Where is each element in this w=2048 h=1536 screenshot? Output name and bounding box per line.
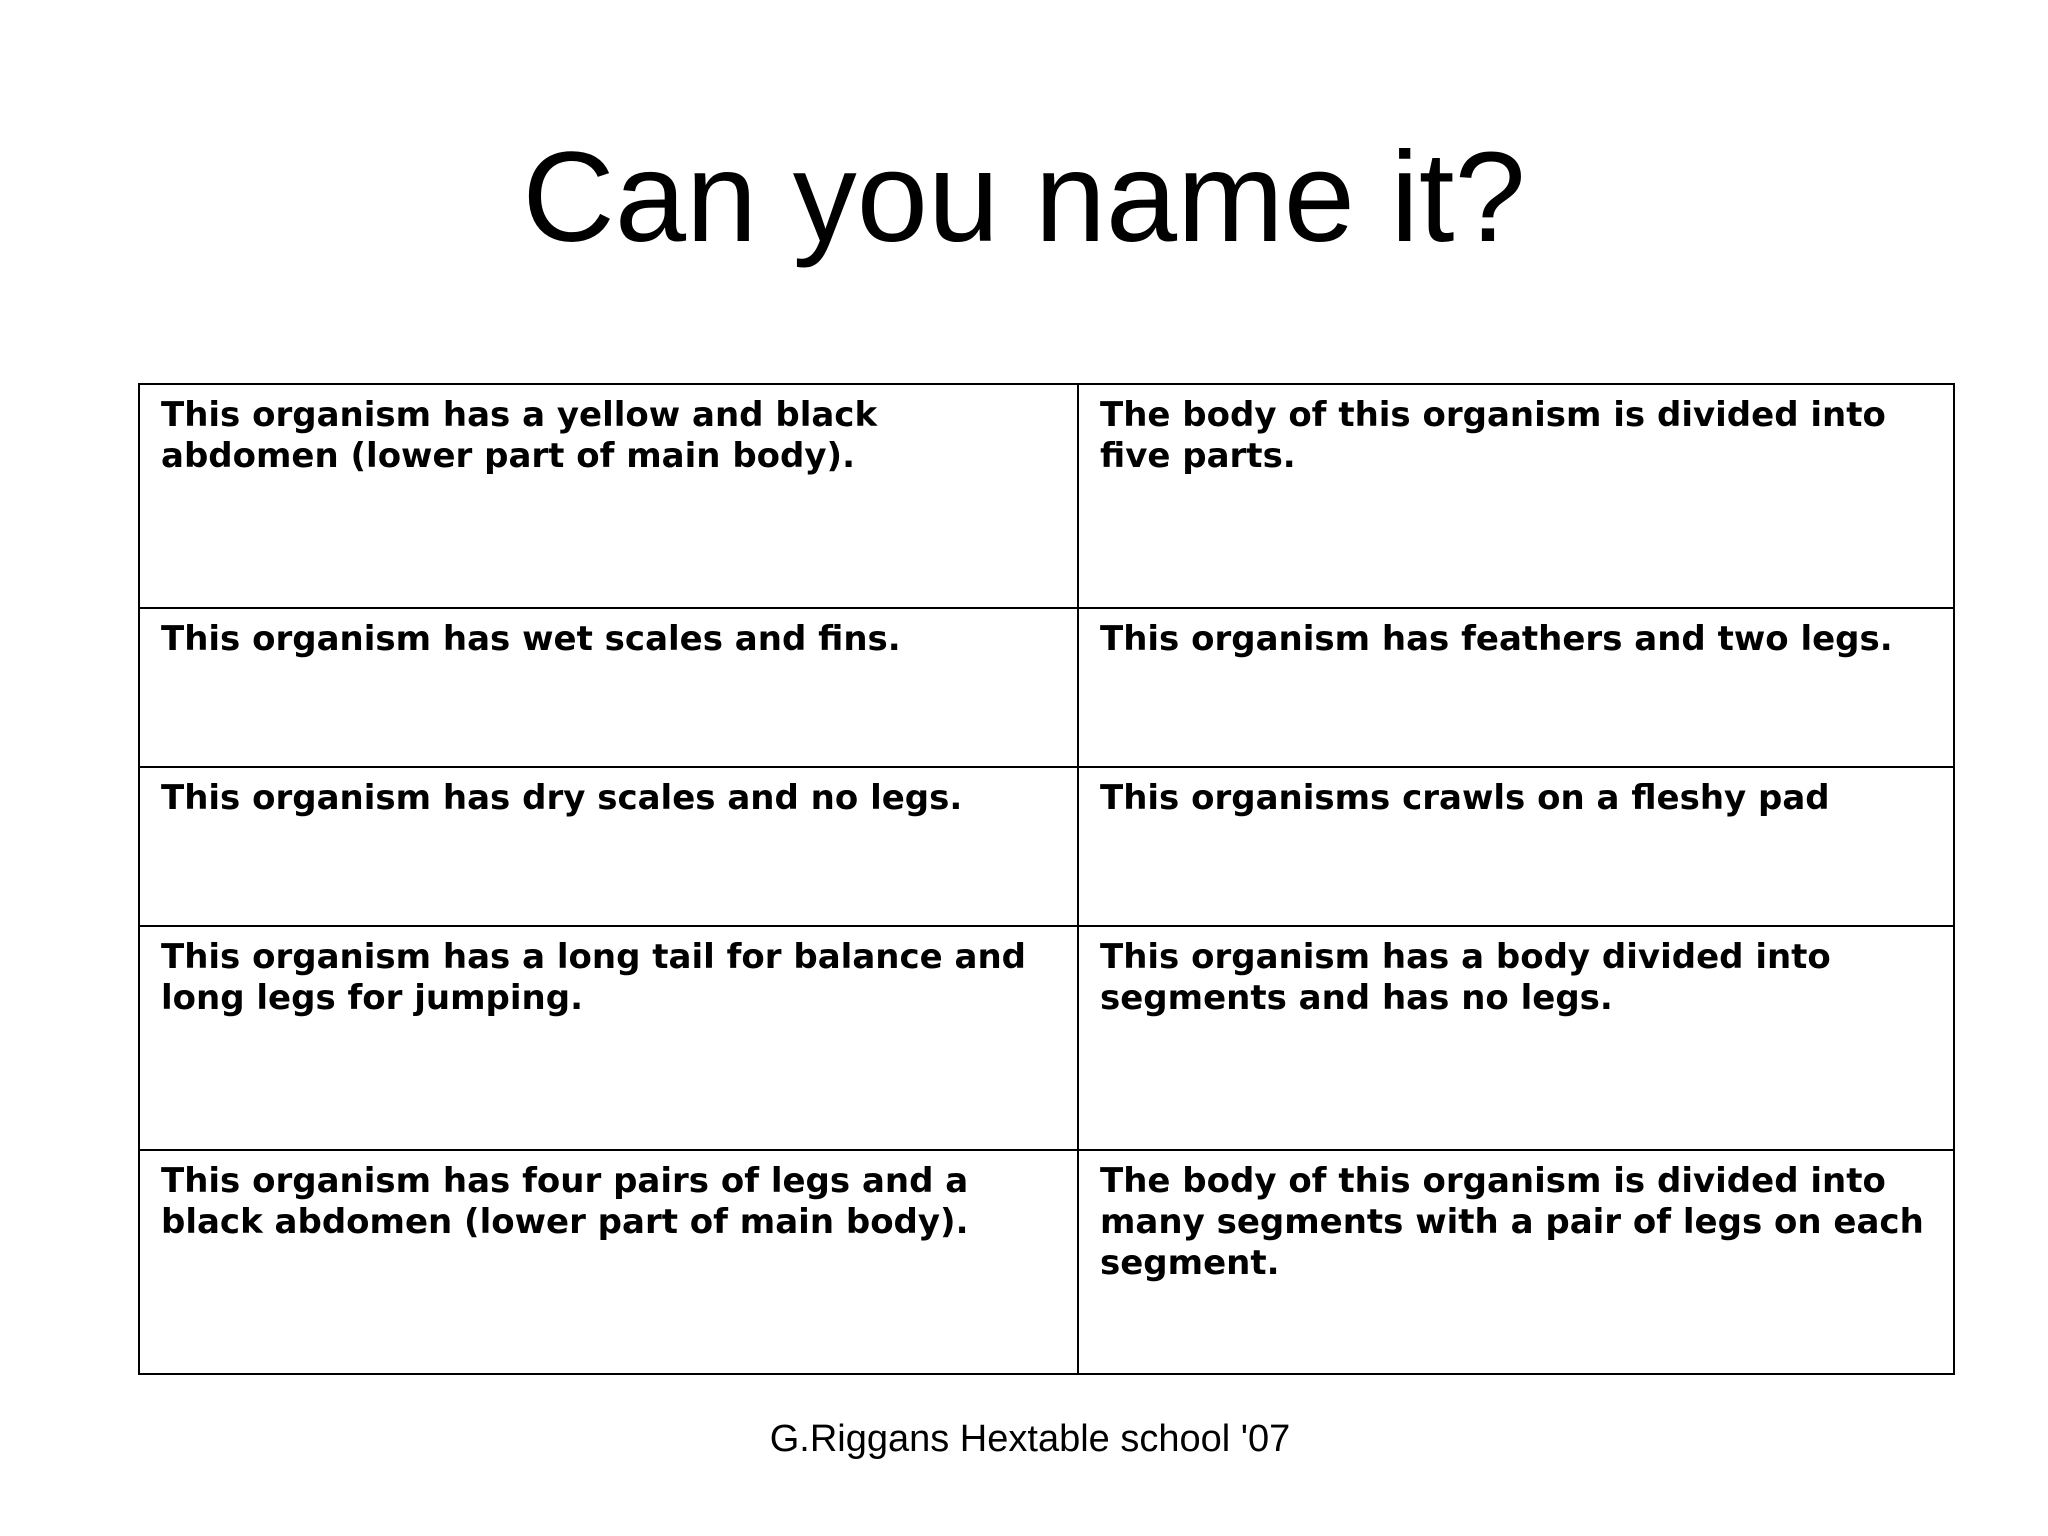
table-row [139,384,1954,608]
author-credit: G.Riggans Hextable school '07 [769,1418,1291,1460]
clue-cell: This organism has four pairs of legs and a black abdomen (lower part of main body). [139,1150,1078,1374]
clue-cell: This organisms crawls on a fleshy pad [1078,767,1954,926]
clue-cell: The body of this organism is divided into many segments with a pair of legs on each segment. [1078,1150,1954,1374]
clue-cell: This organism has a yellow and black abdomen (lower part of main body). [139,384,1078,608]
clue-cell: This organism has wet scales and fins. [139,608,1078,767]
clue-cell: This organism has dry scales and no legs. [139,767,1078,926]
clue-cell: This organism has a long tail for balance and long legs for jumping. [139,926,1078,1150]
table-row [139,767,1954,926]
table-row [139,1150,1954,1374]
slide-title: Can you name it? [522,126,1526,269]
clue-cell: This organism has feathers and two legs. [1078,608,1954,767]
clue-cell: The body of this organism is divided into five parts. [1078,384,1954,608]
clue-table [138,383,1955,1375]
table-row [139,608,1954,767]
clue-cell: This organism has a body divided into segments and has no legs. [1078,926,1954,1150]
table-row [139,926,1954,1150]
